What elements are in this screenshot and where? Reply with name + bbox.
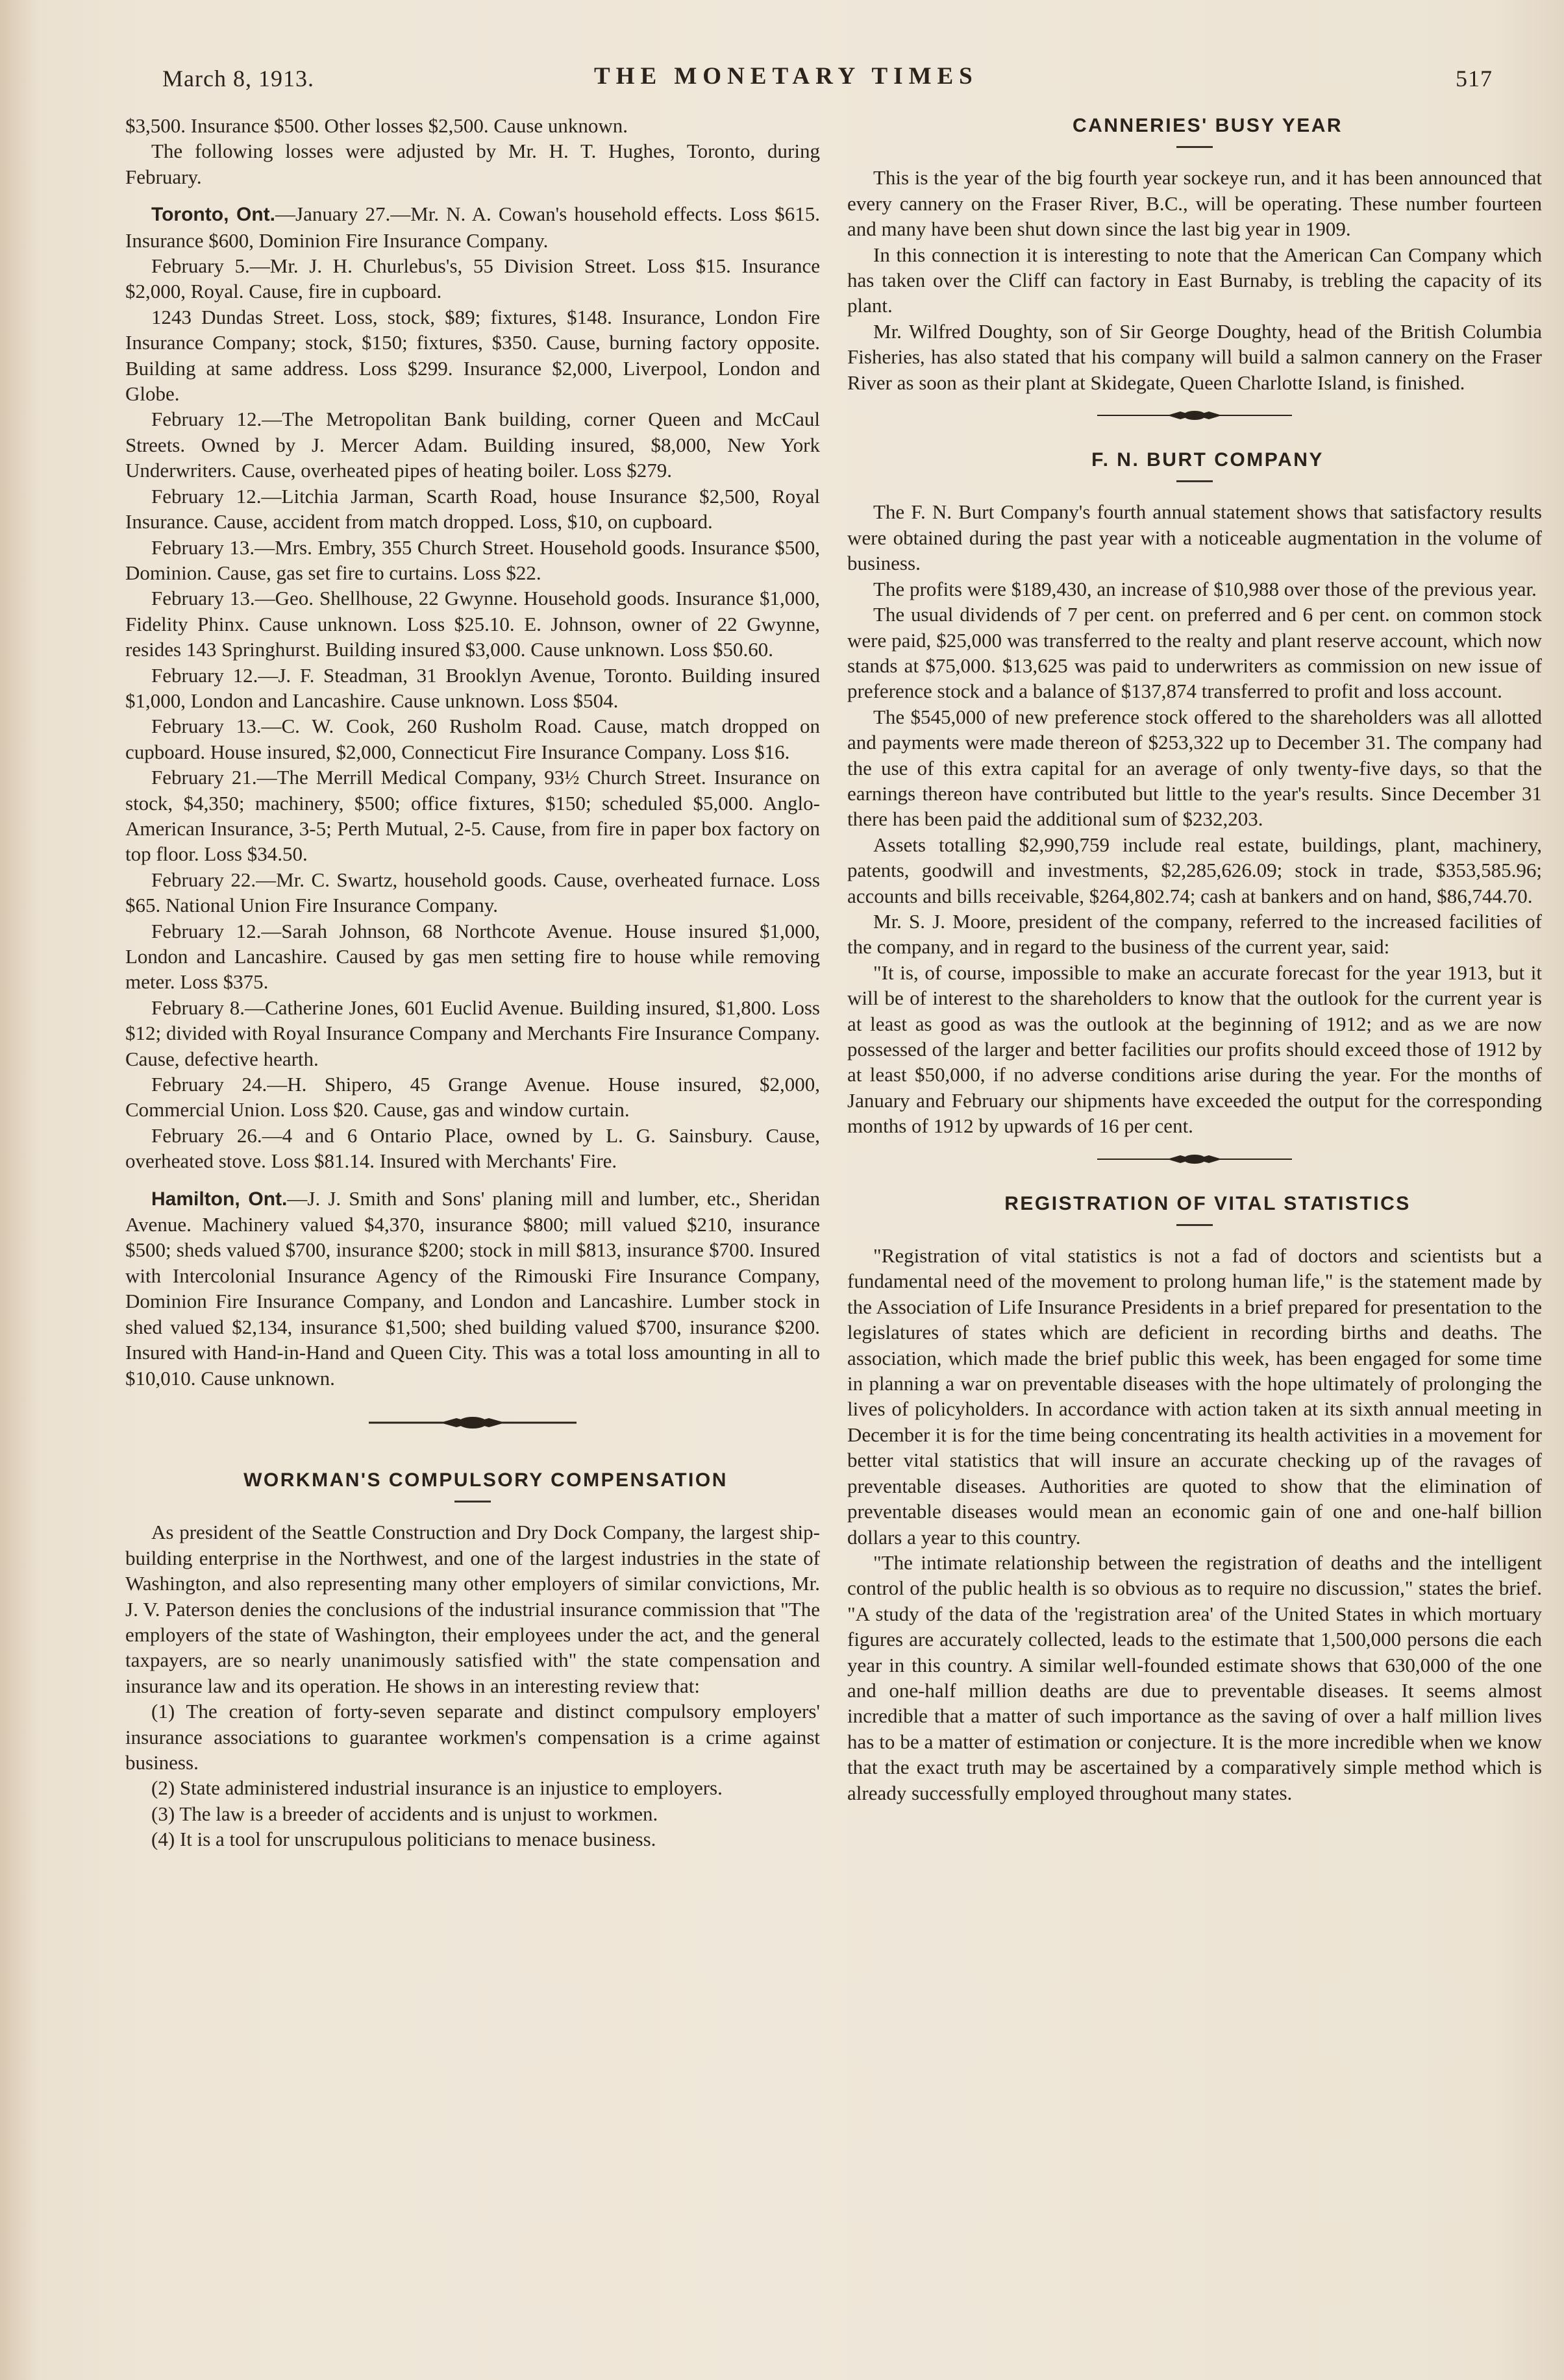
- intro-paragraph: The following losses were adjusted by Mr. H. T. Hughes, Toronto, during February.: [125, 140, 820, 188]
- article-paragraph: Assets totalling $2,990,759 include real estate, buildings, plant, machinery, patents, goodwill and investments, $2,285,626.09; stock in trade, $353,585.96; accounts and bills receivable, $264,802.74; cash at bankers and on hand, $86,744.70.: [847, 833, 1542, 907]
- fire-loss-entry: [125, 1186, 820, 1391]
- running-head: [162, 60, 1493, 99]
- article-heading: CANNERIES' BUSY YEAR: [1072, 115, 1343, 136]
- article-paragraph: Mr. Wilfred Doughty, son of Sir George Doughty, head of the British Columbia Fisheries, has also stated that his company will build a salmon cannery on the Fraser River as soon as their plant at Skidegate, Queen Charlotte Island, is finished.: [847, 319, 1542, 394]
- article-paragraph: Mr. S. J. Moore, president of the company, referred to the increased facilities of the company, and in regard to the business of the current year, said:: [847, 909, 1542, 959]
- heading-rule: [1176, 480, 1213, 482]
- numbered-point: (3) The law is a breeder of accidents and is unjust to workmen.: [151, 1802, 658, 1825]
- left-column: [125, 113, 820, 1852]
- fire-loss-entry: February 26.—4 and 6 Ontario Place, owned by L. G. Sainsbury. Cause, overheated stove. Loss $81.14. Insured with Merchants' Fire.: [125, 1123, 820, 1173]
- article-paragraph: "It is, of course, impossible to make an accurate forecast for the year 1913, but it will be of interest to the shareholders to know that the outlook for the current year is at least as good as was the outlook at the beginning of 1912; and as we are now possessed of the larger and better facilities our profits should exceed those of 1912 by at least $50,000, if no adverse conditions arise during the year. For the months of January and February our shipments have exceeded the output for the corresponding months of 1912 by upwards of 16 per cent.: [847, 961, 1542, 1138]
- fire-loss-entry: February 8.—Catherine Jones, 601 Euclid Avenue. Building insured, $1,800. Loss $12; divided with Royal Insurance Company and Merchants Fire Insurance Company. Cause, defective hearth.: [125, 996, 820, 1070]
- fire-loss-entry: February 5.—Mr. J. H. Churlebus's, 55 Division Street. Loss $15. Insurance $2,000, Royal. Cause, fire in cupboard.: [125, 254, 820, 303]
- article-heading: WORKMAN'S COMPULSORY COMPENSATION: [243, 1469, 728, 1491]
- article-heading: REGISTRATION OF VITAL STATISTICS: [1004, 1192, 1411, 1214]
- ornament-divider: [1084, 1151, 1305, 1168]
- heading-rule: [1176, 1224, 1213, 1226]
- article-paragraph: As president of the Seattle Construction and Dry Dock Company, the largest ship-building enterprise in the Northwest, and one of the largest industries in the state of Washington, and also representing many other employers of similar convictions, Mr. J. V. Paterson denies the conclusions of the industrial insurance commission that "The employers of the state of Washington, their employees under the act, and the general taxpayers, are so nearly unanimously satisfied with" the state compensation and insurance law and its operation. He shows in an interesting review that:: [125, 1521, 820, 1697]
- fire-loss-entry: February 13.—Geo. Shellhouse, 22 Gwynne. Household goods. Insurance $1,000, Fidelity Phinx. Cause unknown. Loss $25.10. E. Johnson, owner of 22 Gwynne, resides 143 Springhurst. Building insured $3,000. Cause unknown. Loss $50.60.: [125, 587, 820, 661]
- fire-loss-entry: February 21.—The Merrill Medical Company, 93½ Church Street. Insurance on stock, $4,350; machinery, $500; office fixtures, $150; scheduled $5,000. Anglo-American Insurance, 3-5; Perth Mutual, 2-5. Cause, from fire in paper box factory on top floor. Loss $34.50.: [125, 766, 820, 866]
- article-paragraph: This is the year of the big fourth year sockeye run, and it has been announced that every cannery on the Fraser River, B.C., will be operating. These number fourteen and many have been shut down since the last big year in 1909.: [847, 166, 1542, 241]
- publication-title: THE MONETARY TIMES: [594, 63, 978, 90]
- page-number: 517: [1456, 66, 1493, 92]
- numbered-point: (4) It is a tool for unscrupulous politicians to menace business.: [151, 1828, 656, 1851]
- ornament-divider: [1084, 407, 1305, 424]
- article-paragraph: In this connection it is interesting to note that the American Can Company which has taken over the Cliff can factory in East Burnaby, is trebling the capacity of its plant.: [847, 243, 1542, 317]
- heading-rule: [1176, 146, 1213, 148]
- numbered-point: (1) The creation of forty-seven separate and distinct compulsory employers' insurance associations to guarantee workmen's compensation is a crime against business.: [125, 1700, 820, 1774]
- article-paragraph: "Registration of vital statistics is not a fad of doctors and scientists but a fundamental need of the movement to prolong human life," is the statement made by the Association of Life Insurance Presidents in a brief prepared for presentation to the legislatures of states which are deficient in recording births and deaths. The association, which made the brief public this week, has been engaged for some time in planning a war on preventable diseases with the hope ultimately of prolonging the lives of policyholders. In accordance with action taken at its sixth annual meeting in December it is for the time being concentrating its health activities in a movement for better vital statistics that will insure an accurate checking up of the ravages of preventable diseases. Authorities are quoted to show that the elimination of preventable diseases would mean an economic gain of one and one-half billion dollars a year to this country.: [847, 1244, 1542, 1549]
- heading-rule: [454, 1501, 491, 1503]
- article-paragraph: The F. N. Burt Company's fourth annual statement shows that satisfactory results were obtained during the past year with a noticeable augmentation in the volume of business.: [847, 500, 1542, 575]
- place-name: Toronto, Ont.: [151, 204, 276, 226]
- entry-text: —January 27.—Mr. N. A. Cowan's household effects. Loss $615. Insurance $600, Dominion Fire Insurance Company.: [125, 202, 820, 252]
- fire-loss-entry: February 12.—The Metropolitan Bank building, corner Queen and McCaul Streets. Owned by J. Mercer Adam. Building insured, $8,000, New York Underwriters. Cause, overheated pipes of heating boiler. Loss $279.: [125, 408, 820, 482]
- fire-loss-entry: 1243 Dundas Street. Loss, stock, $89; fixtures, $148. Insurance, London Fire Insurance Company; stock, $150; fixtures, $350. Cause, burning factory opposite. Building at same address. Loss $299. Insurance $2,000, Liverpool, London and Globe.: [125, 305, 820, 406]
- right-column: [847, 113, 1542, 1806]
- place-name: Hamilton, Ont.: [151, 1188, 288, 1210]
- article-heading: F. N. BURT COMPANY: [1091, 449, 1324, 471]
- fire-loss-entry: February 13.—C. W. Cook, 260 Rusholm Road. Cause, match dropped on cupboard. House insured, $2,000, Connecticut Fire Insurance Company. Loss $16.: [125, 715, 820, 763]
- issue-date: March 8, 1913.: [162, 66, 314, 92]
- fire-loss-entry: February 24.—H. Shipero, 45 Grange Avenue. House insured, $2,000, Commercial Union. Loss $20. Cause, gas and window curtain.: [125, 1073, 820, 1122]
- article-paragraph: The profits were $189,430, an increase of $10,988 over those of the previous year.: [873, 577, 1537, 600]
- fire-loss-entry: [125, 201, 820, 253]
- entry-text: —J. J. Smith and Sons' planing mill and lumber, etc., Sheridan Avenue. Machinery valued $4,370, insurance $800; mill valued $210, insurance $500; sheds valued $700, insurance $200; stock in mill $813, insurance $700. Insured with Intercolonial Insurance Agency of the Rimouski Fire Insurance Company, Dominion Fire Insurance Company, and London and Lancashire. Lumber stock in shed valued $2,134, insurance $1,500; shed building valued $700, insurance $200. Insured with Hand-in-Hand and Queen City. This was a total loss amounting in all to $10,010. Cause unknown.: [125, 1186, 820, 1390]
- intro-paragraph: $3,500. Insurance $500. Other losses $2,500. Cause unknown.: [125, 114, 628, 137]
- fire-loss-entry: February 12.—Sarah Johnson, 68 Northcote Avenue. House insured $1,000, London and Lancashire. Caused by gas men setting fire to house while removing meter. Loss $375.: [125, 919, 820, 994]
- fire-loss-entry: February 13.—Mrs. Embry, 355 Church Street. Household goods. Insurance $500, Dominion. Cause, gas set fire to curtains. Loss $22.: [125, 535, 820, 584]
- fire-loss-entry: February 12.—Litchia Jarman, Scarth Road, house Insurance $2,500, Royal Insurance. Cause, accident from match dropped. Loss, $10, on cupboard.: [125, 484, 820, 534]
- fire-loss-entry: February 12.—J. F. Steadman, 31 Brooklyn Avenue, Toronto. Building insured $1,000, London and Lancashire. Cause unknown. Loss $504.: [125, 663, 820, 712]
- article-paragraph: The $545,000 of new preference stock offered to the shareholders was all allotted and payments were made thereon of $253,322 up to December 31. The company had the use of this extra capital for an average of only twenty-five days, so that the earnings thereon have contributed but little to the year's results. Since December 31 there has been paid the additional sum of $232,203.: [847, 705, 1542, 831]
- article-paragraph: The usual dividends of 7 per cent. on preferred and 6 per cent. on common stock were paid, $25,000 was transferred to the realty and plant reserve account, which now stands at $75,000. $13,625 was paid to underwriters as commission on new issue of preference stock and a balance of $137,874 transferred to profit and loss account.: [847, 603, 1542, 703]
- fire-loss-entry: February 22.—Mr. C. Swartz, household goods. Cause, overheated furnace. Loss $65. National Union Fire Insurance Company.: [125, 868, 820, 917]
- numbered-point: (2) State administered industrial insurance is an injustice to employers.: [151, 1776, 723, 1800]
- ornament-divider: [362, 1414, 583, 1431]
- article-paragraph: "The intimate relationship between the registration of deaths and the intelligent control of the public health is so obvious as to require no discussion," states the brief. "A study of the data of the 'registration area' of the United States in which mortuary figures are accurately collected, leads to the estimate that 1,500,000 persons die each year in this country. A similar well-founded estimate shows that 630,000 of the one and one-half million deaths are due to preventable diseases. It seems almost incredible that a matter of such importance as the saving of over a half million lives has to be a matter of estimation or conjecture. It is the more incredible when we know that the exact truth may be ascertained by a comparatively simple method which is already successfully employed throughout many states.: [847, 1551, 1542, 1804]
